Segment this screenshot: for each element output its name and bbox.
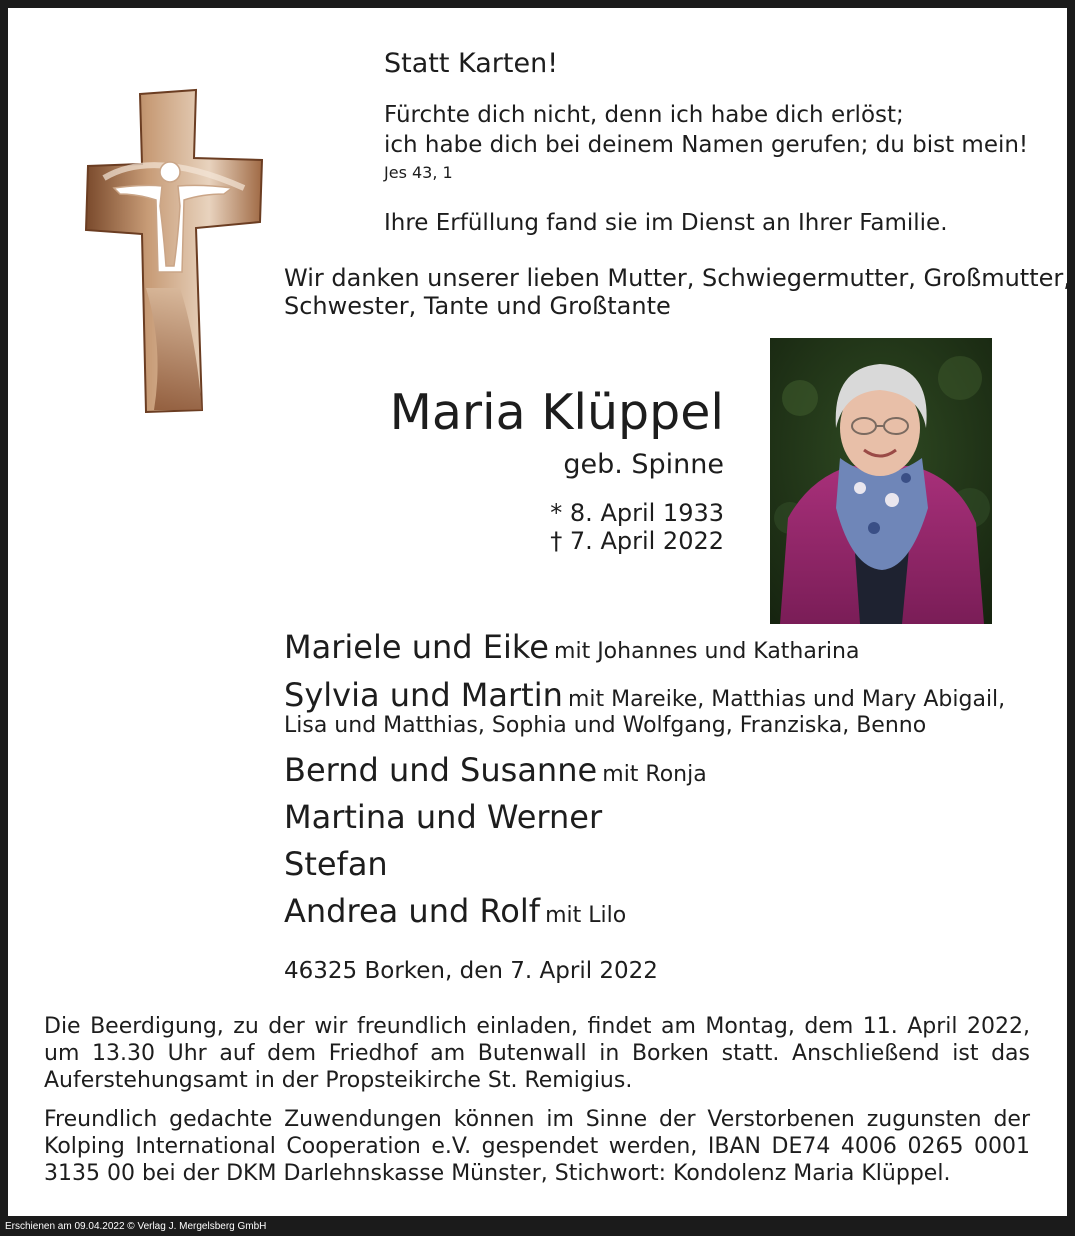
family-main: Stefan [284, 845, 388, 883]
obituary-sheet [8, 8, 1071, 1216]
family-sub: mit Lilo [545, 903, 627, 928]
funeral-notice [44, 1013, 1030, 1094]
family-entry [284, 798, 602, 836]
family-main: Bernd und Susanne [284, 751, 598, 789]
birth-date: * 8. April 1933 [550, 499, 724, 527]
family-main: Andrea und Rolf [284, 892, 540, 930]
donation-notice [44, 1106, 1030, 1187]
deceased-name: Maria Klüppel [389, 384, 724, 441]
place-date: 46325 Borken, den 7. April 2022 [284, 958, 658, 984]
funeral-line: um 13.30 Uhr auf dem Friedhof am Butenwall in Borken statt. Anschließend ist das [44, 1041, 1030, 1066]
family-main: Sylvia und Martin [284, 676, 563, 714]
family-entry [284, 628, 859, 666]
family-sub-line: Lisa und Matthias, Sophia und Wolfgang, Franziska, Benno [284, 713, 927, 738]
family-sub: mit Ronja [602, 762, 707, 787]
thanks-line-2: Schwester, Tante und Großtante [284, 292, 671, 320]
fulfillment-text: Ihre Erfüllung fand sie im Dienst an Ihrer Familie. [384, 210, 948, 236]
donation-line: Kolping International Cooperation e.V. gespendet werden, IBAN DE74 4006 0265 0001 [44, 1134, 1030, 1159]
donation-line: Freundlich gedachte Zuwendungen können im Sinne der Verstorbenen zugunsten der [44, 1107, 1030, 1132]
family-entry [284, 845, 388, 883]
portrait-photo [770, 338, 992, 624]
publisher-footer: Erschienen am 09.04.2022 © Verlag J. Mergelsberg GmbH [5, 1221, 267, 1232]
funeral-line: Auferstehungsamt in der Propsteikirche St. Remigius. [44, 1068, 633, 1093]
wooden-cross-icon [84, 88, 264, 413]
thanks-line-1: Wir danken unserer lieben Mutter, Schwiegermutter, Großmutter, [284, 264, 1071, 292]
death-date: † 7. April 2022 [550, 527, 724, 555]
intro-heading: Statt Karten! [384, 48, 559, 79]
funeral-line: Die Beerdigung, zu der wir freundlich einladen, findet am Montag, dem 11. April 2022, [44, 1014, 1030, 1039]
family-entry [284, 676, 1005, 714]
family-sub: mit Johannes und Katharina [554, 639, 860, 664]
family-entry [284, 892, 626, 930]
verse-line-1: Fürchte dich nicht, denn ich habe dich erlöst; [384, 102, 904, 128]
maiden-name: geb. Spinne [563, 449, 724, 480]
family-main: Mariele und Eike [284, 628, 549, 666]
donation-line: 3135 00 bei der DKM Darlehnskasse Münster, Stichwort: Kondolenz Maria Klüppel. [44, 1161, 951, 1186]
verse-reference: Jes 43, 1 [384, 163, 453, 182]
verse-line-2: ich habe dich bei deinem Namen gerufen; du bist mein! [384, 132, 1029, 158]
family-entry [284, 751, 707, 789]
family-sub: mit Mareike, Matthias und Mary Abigail, [567, 687, 1006, 712]
family-main: Martina und Werner [284, 798, 603, 836]
